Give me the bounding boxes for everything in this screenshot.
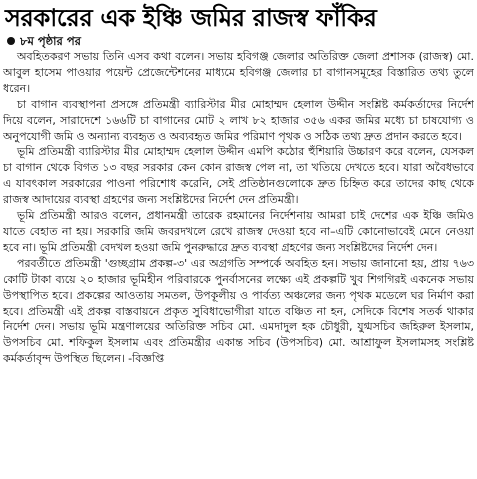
bullet-icon (7, 37, 15, 45)
continued-from-text: ৮ম পৃষ্ঠার পর (20, 34, 81, 48)
news-article (3, 2, 474, 477)
article-headline: সরকারের এক ইঞ্চি জমির রাজস্ব ফাঁকির (5, 4, 377, 32)
continued-from-marker (3, 34, 474, 48)
article-paragraph: ভূমি প্রতিমন্ত্রী ব্যারিস্টার মীর মোহাম্মদ হেলাল উদ্দীন এমপি কঠোর হুঁশিয়ারি উচ্চারণ করে বলেন, যেসকল চা বাগান থেকে বিগত ১৩ বছর সরকার কেন কোন রাজস্ব পেল না, তা খতিয়ে দেখতে হবে। যারা অবৈধভাবে এ যাবৎকাল সরকারের পাওনা পরিশোধ করেনি, সেই প্রতিষ্ঠানগুলোকে দ্রুত চিহ্নিত করে তাদের কাছ থেকে রাজস্ব আদায়ের ব্যবস্থা গ্রহণের জন্য সংশ্লিষ্টদের নির্দেশ দেন প্রতিমন্ত্রী। (3, 145, 474, 207)
article-paragraph: পরবর্তীতে প্রতিমন্ত্রী 'গুচ্ছগ্রাম প্রকল্প-৩' এর অগ্রগতি সম্পর্কে অবহিত হন। সভায় জানানো হয়, প্রায় ৭৬৩ কোটি টাকা ব্যয়ে ২০ হাজার ভূমিহীন পরিবারকে পুনর্বাসনের লক্ষ্যে এই প্রকল্পটি খুব শিগগিরই একনেক সভায় উপস্থাপিত হবে। প্রকল্পের আওতায় সমতল, উপকূলীয় ও পার্বত্য অঞ্চলের জন্য পৃথক মডেলে ঘর নির্মাণ করা হবে। প্রতিমন্ত্রী এই প্রকল্প বাস্তবায়নে প্রকৃত সুবিধাভোগীরা যাতে বঞ্চিত না হন, সেদিকে বিশেষ সতর্ক থাকার নির্দেশ দেন। সভায় ভূমি মন্ত্রণালয়ের অতিরিক্ত সচিব মো. এমদাদুল হক চৌধুরী, যুগ্মসচিব জহিরুল ইসলাম, উপসচিব মো. শফিকুল ইসলাম এবং প্রতিমন্ত্রীর একান্ত সচিব (উপসচিব) মো. আশ্রাফুল ইসলামসহ সংশ্লিষ্ট কর্মকর্তাবৃন্দ উপস্থিত ছিলেন। -বিজ্ঞপ্তি (3, 256, 474, 366)
article-paragraph: চা বাগান ব্যবস্থাপনা প্রসঙ্গে প্রতিমন্ত্রী ব্যারিস্টার মীর মোহাম্মদ হেলাল উদ্দীন সংশ্লিষ্ট কর্মকর্তাদের নির্দেশ দিয়ে বলেন, সারাদেশে ১৬৬টি চা বাগানের মোট ২ লাখ ৮২ হাজার ৩৫৬ একর জমির মধ্যে চা চাষযোগ্য ও অনুপযোগী জমি ও অন্যান্য ব্যবহৃত ও অব্যবহৃত জমির পরিমাণ পৃথক ও সঠিক তথ্য দ্রুত প্রদান করতে হবে। (3, 97, 474, 143)
article-paragraph: ভূমি প্রতিমন্ত্রী আরও বলেন, প্রধানমন্ত্রী তারেক রহমানের নির্দেশনায় আমরা চাই দেশের এক ইঞ্চি জমিও যাতে বেহাত না হয়। সরকারি জমি জবরদখলে রেখে রাজস্ব দেওয়া হবে না–এটি কোনোভাবেই মেনে নেওয়া হবে না। ভূমি প্রতিমন্ত্রী বেদখল হওয়া জমি পুনরুদ্ধারে দ্রুত ব্যবস্থা গ্রহণের জন্য সংশ্লিষ্টদের নির্দেশ দেন। (3, 209, 474, 254)
article-body (3, 49, 474, 367)
article-paragraph: অবহিতকরণ সভায় তিনি এসব কথা বলেন। সভায় হবিগঞ্জ জেলার অতিরিক্ত জেলা প্রশাসক (রাজস্ব) মো. আবুল হাসেম পাওয়ার পয়েন্ট প্রেজেন্টেশনের মাধ্যমে হবিগঞ্জ জেলার চা বাগানসমূহের বিস্তারিত তথ্য তুলে ধরেন। (3, 50, 474, 95)
